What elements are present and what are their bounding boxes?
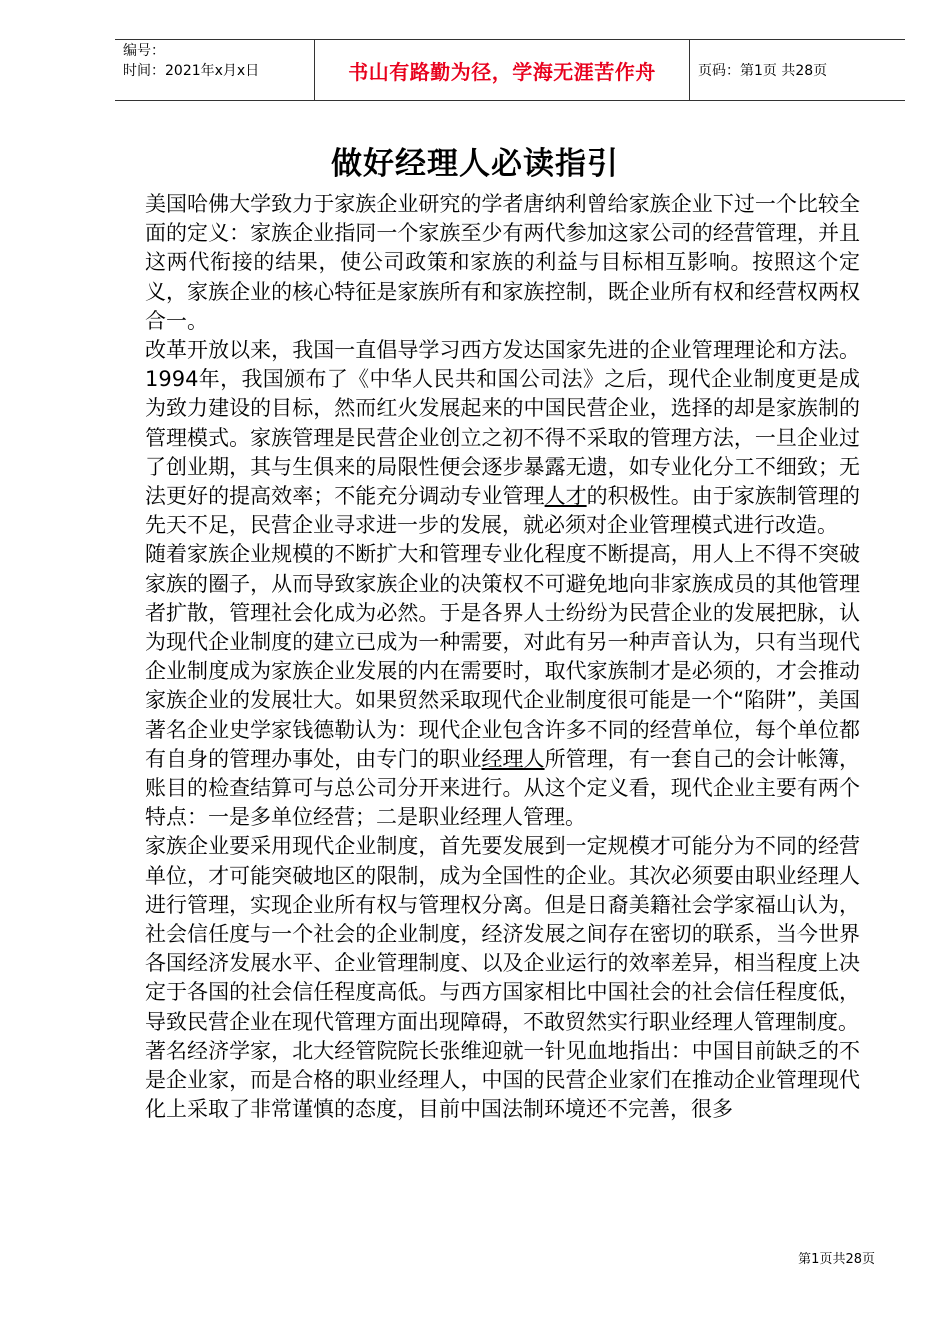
paragraph-2 [145, 336, 860, 540]
document-body [145, 190, 860, 1125]
paragraph-2-text-b: 的积极性。由于家族制管理的先天不足，民营企业寻求进一步的发展，就必须对企业管理模式进行改造。 [145, 484, 861, 538]
number-label: 编号： [123, 43, 165, 59]
manager-link[interactable]: 经理人 [481, 746, 545, 771]
paragraph-2-text-a: 改革开放以来，我国一直倡导学习西方发达国家先进的企业管理理论和方法。1994年，我国颁布了《中华人民共和国公司法》之后，现代企业制度更是成为致力建设的目标，然而红火发展起来的中国民营企业，选择的却是家族制的管理模式。家族管理是民营企业创立之初不得不采取的管理方法，一旦企业过了创业期，其与生俱来的局限性便会逐步暴露无遗，如专业化分工不细致；无法更好的提高效率；不能充分调动专业管理 [145, 338, 860, 509]
paragraph-3-text-a: 随着家族企业规模的不断扩大和管理专业化程度不断提高，用人上不得不突破家族的圈子，从而导致家族企业的决策权不可避免地向非家族成员的其他管理者扩散，管理社会化成为必然。于是各界人士纷纷为民营企业的发展把脉，认为现代企业制度的建立已成为一种需要，对此有另一种声音认为，只有当现代企业制度成为家族企业发展的内在需要时，取代家族制才是必须的，才会推动家族企业的发展壮大。如果贸然采取现代企业制度很可能是一个“陷阱”，美国著名企业史学家钱德勒认为：现代企业包含许多不同的经营单位，每个单位都有自身的管理办事处，由专门的职业 [145, 542, 860, 771]
header-page-info: 页码：第1页 共28页 [698, 63, 828, 79]
header-meta [115, 40, 315, 100]
paragraph-1: 美国哈佛大学致力于家族企业研究的学者唐纳利曾给家族企业下过一个比较全面的定义：家族企业指同一个家族至少有两代参加这家公司的经营管理，并且这两代衔接的结果，使公司政策和家族的利益与目标相互影响。按照这个定义，家族企业的核心特征是家族所有和家族控制，既企业所有权和经营权两权合一。 [145, 192, 860, 333]
paragraph-3 [145, 540, 860, 832]
time-label: 时间：2021年x月x日 [123, 63, 260, 79]
page-header [115, 39, 905, 101]
page-footer: 第1页共28页 [798, 1252, 875, 1267]
paragraph-3-text-b: 所管理，有一套自己的会计帐簿，账目的检查结算可与总公司分开来进行。从这个定义看，现代企业主要有两个特点：一是多单位经营；二是职业经理人管理。 [145, 746, 861, 830]
document-title: 做好经理人必读指引 [331, 146, 619, 182]
paragraph-5: 著名经济学家，北大经管院院长张维迎就一针见血地指出：中国目前缺乏的不是企业家，而是合格的职业经理人，中国的民营企业家们在推动企业管理现代化上采取了非常谨慎的态度，目前中国法制环境还不完善，很多 [145, 1038, 860, 1122]
paragraph-4: 家族企业要采用现代企业制度，首先要发展到一定规模才可能分为不同的经营单位，才可能突破地区的限制，成为全国性的企业。其次必须要由职业经理人进行管理，实现企业所有权与管理权分离。但是日裔美籍社会学家福山认为，社会信任度与一个社会的企业制度，经济发展之间存在密切的联系，当今世界各国经济发展水平、企业管理制度、以及企业运行的效率差异，相当程度上决定于各国的社会信任程度高低。与西方国家相比中国社会的社会信任程度低，导致民营企业在现代管理方面出现障碍，不敢贸然实行职业经理人管理制度。 [145, 834, 860, 1034]
talent-link[interactable]: 人才 [544, 484, 587, 509]
header-motto: 书山有路勤为径，学海无涯苦作舟 [315, 40, 690, 100]
